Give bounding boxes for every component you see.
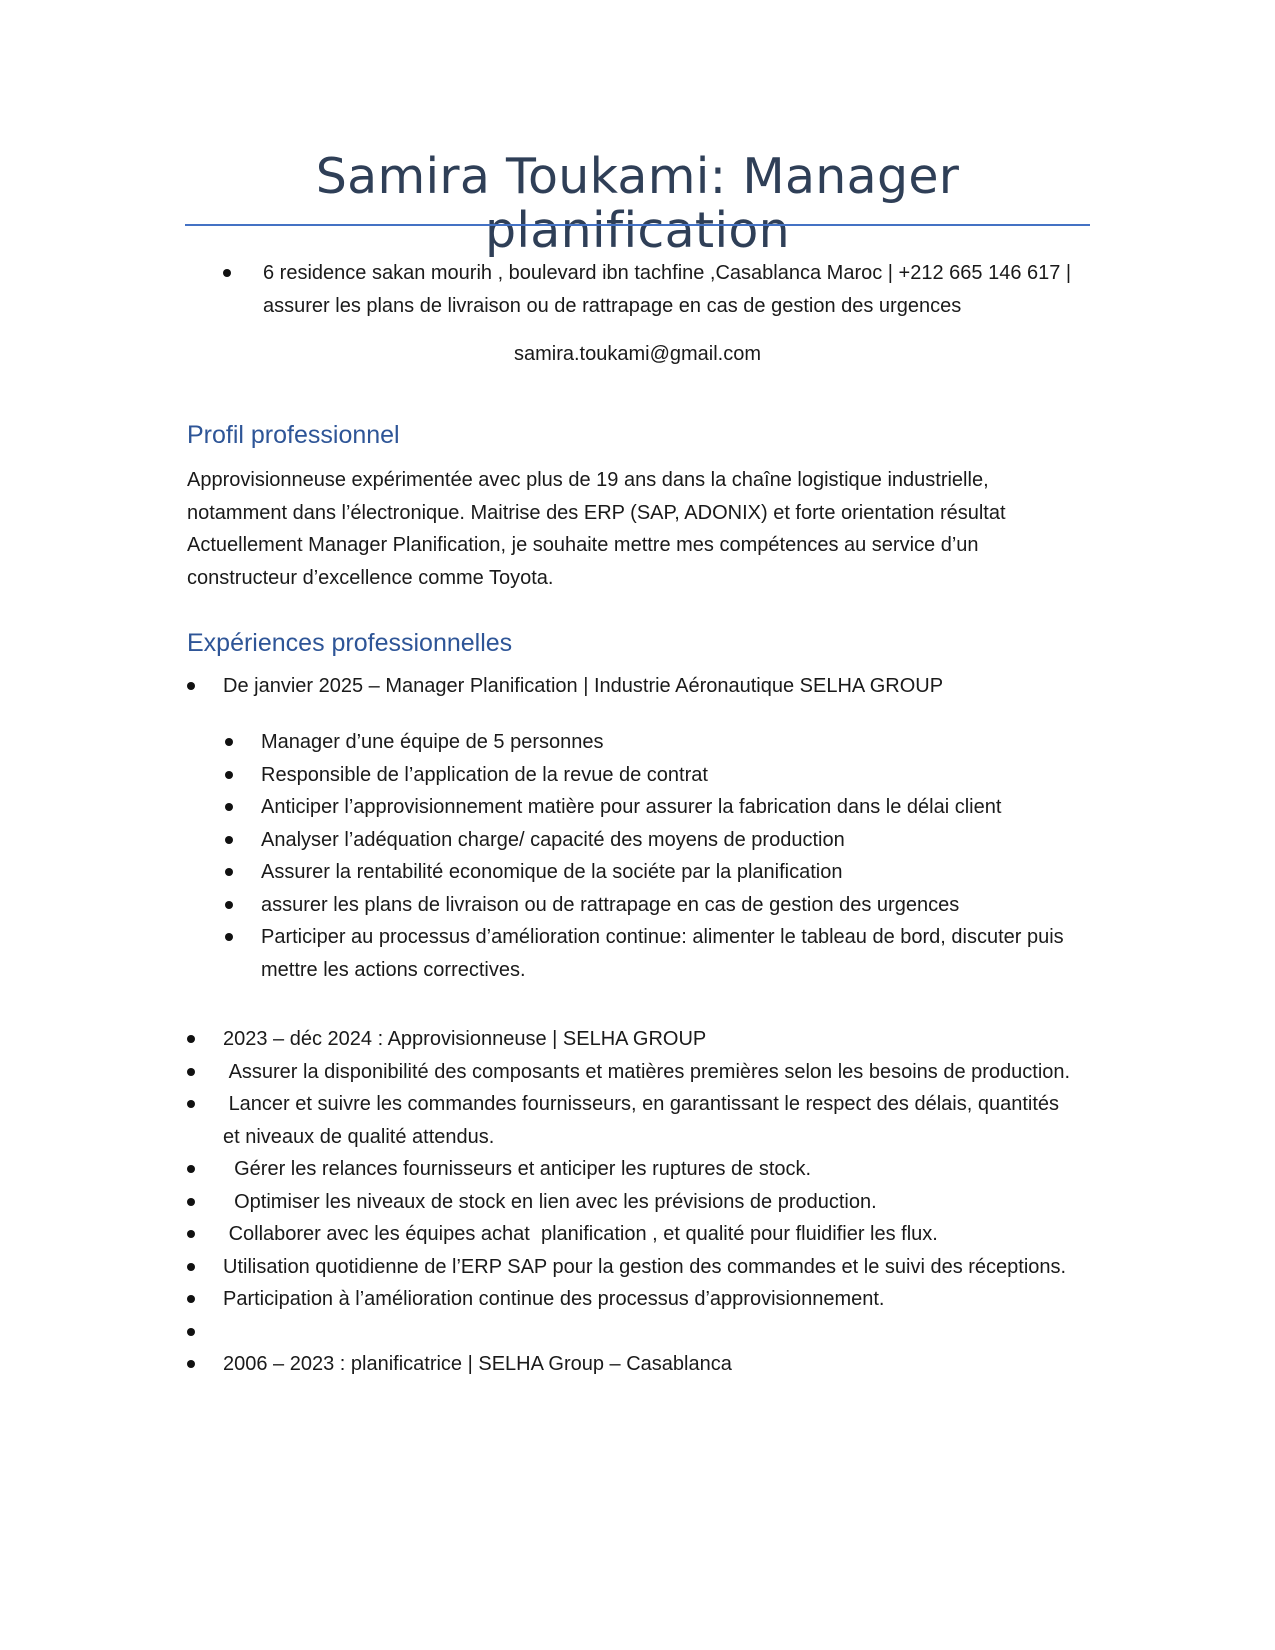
task-text: Assurer la rentabilité economique de la sociéte par la planification — [261, 861, 843, 883]
bullet-icon — [225, 933, 233, 941]
list-item — [185, 1153, 1073, 1186]
experience-heading: Expériences professionnelles — [187, 629, 513, 657]
bullet-icon — [225, 836, 233, 844]
job1-tasks-list — [223, 726, 1083, 986]
task-text: assurer les plans de livraison ou de rattrapage en cas de gestion des urgences — [261, 893, 960, 916]
bullet-icon — [187, 1328, 195, 1336]
bullet-icon — [225, 803, 233, 811]
list-item — [223, 856, 1111, 889]
profile-paragraph — [187, 464, 1067, 594]
bullet-icon — [187, 1198, 195, 1206]
list-item — [185, 1186, 1073, 1219]
profile-heading: Profil professionnel — [187, 421, 400, 449]
task-text: Participer au processus d’amélioration continue: alimenter le tableau de bord, discuter puis mettre les actions correctives. — [261, 926, 1064, 981]
bullet-icon — [187, 1068, 195, 1076]
bullet-icon — [187, 1263, 195, 1271]
job2-list — [185, 1023, 1073, 1381]
bullet-icon — [225, 771, 233, 779]
list-item — [223, 824, 1111, 857]
list-item — [185, 1218, 1073, 1251]
list-item — [185, 1283, 1073, 1316]
contact-text: 6 residence sakan mourih , boulevard ibn tachfine ,Casablanca Maroc | +212 665 146 617 | assurer les plans de livraison ou de rattrapage en cas de gestion des urgences — [263, 262, 1072, 317]
title-underline — [185, 224, 1090, 226]
bullet-icon — [225, 738, 233, 746]
bullet-icon — [223, 269, 231, 277]
list-item — [223, 889, 1111, 922]
item-text: Lancer et suivre les commandes fournisseurs, en garantissant le respect des délais, quantités et niveaux de qualité attendus. — [223, 1093, 1065, 1148]
list-item — [223, 791, 1111, 824]
item-text: Optimiser les niveaux de stock en lien avec les prévisions de production. — [223, 1190, 877, 1213]
contact-line — [223, 257, 1083, 323]
profile-line: notamment dans l’électronique. Maitrise des ERP (SAP, ADONIX) et forte orientation résultat — [187, 501, 1006, 524]
list-item — [185, 1088, 1073, 1153]
profile-line: constructeur d’excellence comme Toyota. — [187, 566, 554, 589]
bullet-icon — [187, 1295, 195, 1303]
list-item — [223, 921, 1111, 986]
task-text: Anticiper l’approvisionnement matière pour assurer la fabrication dans le délai client — [261, 796, 1002, 818]
profile-line: Approvisionneuse expérimentée avec plus de 19 ans dans la chaîne logistique industrielle, — [187, 469, 989, 491]
bullet-icon — [225, 868, 233, 876]
profile-line: Actuellement Manager Planification, je souhaite mettre mes compétences au service d’un — [187, 534, 979, 556]
item-text: 2023 – déc 2024 : Approvisionneuse | SELHA GROUP — [223, 1028, 707, 1050]
item-text: Gérer les relances fournisseurs et anticiper les ruptures de stock. — [223, 1158, 812, 1180]
list-item — [223, 726, 1111, 759]
task-text: Manager d’une équipe de 5 personnes — [261, 731, 604, 753]
item-text: Participation à l’amélioration continue des processus d’approvisionnement. — [223, 1288, 885, 1310]
item-text: Collaborer avec les équipes achat planification , et qualité pour fluidifier les flux. — [223, 1223, 938, 1245]
bullet-icon — [187, 1230, 195, 1238]
task-text: Analyser l’adéquation charge/ capacité des moyens de production — [261, 828, 845, 851]
list-item — [185, 1348, 1073, 1381]
page-title: Samira Toukami: Manager planification — [315, 148, 960, 259]
list-item — [185, 1251, 1073, 1284]
list-item — [185, 670, 1073, 703]
bullet-icon — [225, 901, 233, 909]
list-item — [223, 759, 1111, 792]
list-item — [185, 1023, 1073, 1056]
bullet-icon — [187, 1100, 195, 1108]
bullet-icon — [187, 1165, 195, 1173]
item-text: Assurer la disponibilité des composants et matières premières selon les besoins de production. — [223, 1060, 1071, 1083]
task-text: Responsible de l’application de la revue de contrat — [261, 763, 708, 786]
email-address: samira.toukami@gmail.com — [513, 343, 762, 365]
list-item-empty — [185, 1316, 1073, 1349]
job-title: De janvier 2025 – Manager Planification | Industrie Aéronautique SELHA GROUP — [223, 675, 944, 697]
item-text: Utilisation quotidienne de l’ERP SAP pour la gestion des commandes et le suivi des réceptions. — [223, 1255, 1067, 1278]
bullet-icon — [187, 1035, 195, 1043]
bullet-icon — [187, 1360, 195, 1368]
job1-list — [185, 670, 1073, 703]
list-item — [185, 1056, 1073, 1089]
bullet-icon — [187, 682, 195, 690]
item-text: 2006 – 2023 : planificatrice | SELHA Group – Casablanca — [223, 1353, 732, 1375]
